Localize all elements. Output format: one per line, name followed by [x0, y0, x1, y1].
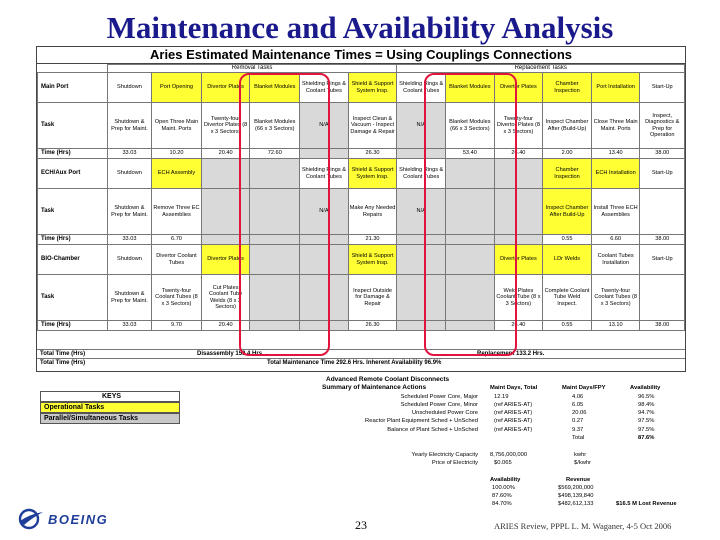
table-cell: Divertor Plates: [201, 73, 250, 103]
summary-total: 12.19: [494, 393, 509, 400]
summary-row: [304, 393, 720, 401]
table-cell: Weld Plates Coolant Tube (8 x 3 Sectors): [494, 275, 543, 321]
revenue-value: $498,139,840: [558, 493, 594, 500]
table-cell: Shielding Rings & Coolant Tubes: [397, 159, 446, 189]
page-number: 23: [355, 518, 367, 532]
table-cell: Start-Up: [640, 245, 685, 275]
row-label: Task: [38, 103, 108, 149]
summary-total: (ref ARIES-AT): [494, 401, 533, 408]
summary-row: [304, 409, 720, 417]
table-cell: Shielding Rings & Coolant Tubes: [300, 73, 349, 103]
summary-fpy: Total: [572, 435, 585, 442]
table-cell: 6.60: [591, 235, 640, 245]
lost-revenue-note: $16.5 M Lost Revenue: [616, 501, 677, 508]
table-cell: Inspect Chamber After (Build-Up): [543, 103, 592, 149]
table-row-bio-task: [38, 275, 685, 321]
table-cell: Cut Plates Coolant Tube Welds (8 x 3 Sectors): [201, 275, 250, 321]
replacement-tasks-header: Replacement Tasks: [397, 65, 685, 73]
footer-citation: ARIES Review, PPPL L. M. Waganer, 4-5 Oct 2006: [494, 521, 672, 531]
summary-avail: 97.5%: [638, 426, 655, 433]
table-cell: Twenty-four Coolant Tubes (8 x 3 Sectors): [591, 275, 640, 321]
table-cell: [446, 159, 495, 189]
table-cell: Shutdown & Prep for Maint.: [107, 103, 151, 149]
table-row-main-task: [38, 103, 685, 149]
summary-fpy: 4.06: [572, 393, 584, 400]
summary-fpy: 0.27: [572, 418, 584, 425]
table-cell: 26.40: [494, 321, 543, 331]
revenue-value: $482,612,133: [558, 501, 594, 508]
maintenance-time-table: [36, 46, 686, 372]
table-cell: Close Three Main Maint. Ports: [591, 103, 640, 149]
col-header-fpy: Maint Days/FPY: [562, 385, 606, 392]
summary-title-1: Advanced Remote Coolant Disconnects: [326, 376, 450, 383]
table-cell: 26.40: [494, 149, 543, 159]
summary-fpy: 9.37: [572, 426, 584, 433]
table-cell: 33.03: [107, 321, 151, 331]
keys-legend: [40, 391, 180, 424]
summary-total-row: [304, 434, 720, 442]
table-cell: Remove Three EC Assemblies: [152, 189, 202, 235]
col-header-availability: Availability: [630, 385, 661, 392]
table-cell: [446, 245, 495, 275]
table-cell: Shutdown: [107, 245, 151, 275]
table-cell: Inspect Clean & Vacuum - Inspect Damage & Repair: [348, 103, 397, 149]
replacement-total: Replacement 133.2 Hrs.: [477, 351, 545, 357]
table-cell: N/A: [397, 189, 446, 235]
table-cell: [250, 275, 300, 321]
table-cell: Chamber Inspection: [543, 159, 592, 189]
revenue-availability: 84.70%: [492, 501, 512, 508]
table-cell: Shutdown & Prep for Maint.: [107, 275, 151, 321]
table-cell: Shutdown: [107, 159, 151, 189]
table-cell: 0.55: [543, 235, 592, 245]
capacity-label: Yearly Electricity Capacity: [411, 451, 478, 458]
revenue-header: [304, 476, 720, 484]
table-cell: Inspect Chamber After Build-Up: [543, 189, 592, 235]
table-cell: Shield & Support System Insp.: [348, 73, 397, 103]
revenue-availability: 100.00%: [492, 484, 515, 491]
table-row-ech-port: [38, 159, 685, 189]
boeing-wordmark: BOEING: [48, 511, 109, 527]
row-label: Main Port: [38, 73, 108, 103]
row-label: Time (Hrs): [38, 321, 108, 331]
table-cell: Divertor Plates: [494, 73, 543, 103]
table-cell: Shutdown: [107, 73, 151, 103]
table-cell: 2.00: [543, 149, 592, 159]
table-cell: Twenty-four Divertor Plates (8 x 3 Sectors): [494, 103, 543, 149]
table-cell: [201, 235, 250, 245]
table-cell: 10.20: [152, 149, 202, 159]
disassembly-total: Disassembly 159.4 Hrs.: [197, 351, 264, 357]
table-cell: Inspect, Diagnostics & Prep for Operation: [640, 103, 685, 149]
table-cell: Shield & Support System Insp.: [348, 159, 397, 189]
total-time-row-2: [37, 358, 685, 368]
table-row-main-port: [38, 73, 685, 103]
summary-row: [304, 426, 720, 434]
table-row-ech-time: [38, 235, 685, 245]
revenue-col-revenue: Revenue: [566, 476, 591, 483]
table-cell: [446, 321, 495, 331]
table-cell: Blanket Modules (66 x 3 Sectors): [446, 103, 495, 149]
table-cell: ECH Installation: [591, 159, 640, 189]
table-cell: [201, 159, 250, 189]
table-cell: Inspect Outside for Damage & Repair: [348, 275, 397, 321]
total-time-label-2: Total Time (Hrs): [40, 360, 86, 366]
price-row: [304, 459, 720, 467]
table-row-ech-task: [38, 189, 685, 235]
slide-title: Maintenance and Availability Analysis: [106, 10, 614, 45]
table-row-bio-chamber: [38, 245, 685, 275]
summary-label: Unscheduled Power Core: [411, 410, 478, 417]
table-cell: Shielding Rings & Coolant Tubes: [397, 73, 446, 103]
summary-label: Reactor Plant Equipment Sched + UnSched: [365, 418, 478, 425]
col-header-total: Maint Days, Total: [490, 385, 538, 392]
table-cell: [446, 189, 495, 235]
removal-tasks-header: Removal Tasks: [107, 65, 397, 73]
table-cell: N/A: [300, 103, 349, 149]
table-cell: 21.30: [348, 235, 397, 245]
table-cell: [446, 275, 495, 321]
capacity-unit: kwhr: [574, 451, 587, 458]
table-cell: Open Three Main Maint. Ports: [152, 103, 202, 149]
maintenance-total: Total Maintenance Time 292.6 Hrs. Inherent Availability 96.9%: [267, 360, 442, 366]
summary-avail: 97.5%: [638, 418, 655, 425]
price-label: Price of Electricity: [431, 459, 478, 466]
table-cell: 33.03: [107, 235, 151, 245]
table-cell: [446, 235, 495, 245]
revenue-value: $569,200,000: [558, 484, 594, 491]
row-label: ECH/Aux Port: [38, 159, 108, 189]
table-cell: 53.40: [446, 149, 495, 159]
table-cell: Divertor Plates: [201, 245, 250, 275]
table-cell: [397, 275, 446, 321]
price-unit: $/kwhr: [574, 459, 592, 466]
table-cell: [494, 235, 543, 245]
table-cell: 13.10: [591, 321, 640, 331]
table-cell: 72.60: [250, 149, 300, 159]
table-cell: [300, 235, 349, 245]
table-cell: [250, 235, 300, 245]
summary-avail: 94.7%: [638, 410, 655, 417]
row-label: Time (Hrs): [38, 235, 108, 245]
boeing-logo: [18, 508, 108, 530]
row-label: Task: [38, 189, 108, 235]
key-parallel: Parallel/Simultaneous Tasks: [40, 413, 180, 424]
table-cell: [250, 159, 300, 189]
table-cell: [250, 189, 300, 235]
revenue-row: [304, 500, 720, 508]
table-row-main-time: [38, 149, 685, 159]
summary-avail: 87.6%: [638, 435, 655, 442]
table-cell: Twenty-four Coolant Tubes (8 x 3 Sectors): [152, 275, 202, 321]
table-cell: [494, 159, 543, 189]
keys-title: KEYS: [40, 391, 180, 402]
table-cell: Blanket Modules: [250, 73, 300, 103]
table-cell: 38.00: [640, 321, 685, 331]
task-grid: [37, 64, 685, 331]
revenue-availability: 87.60%: [492, 493, 512, 500]
table-cell: Port Installation: [591, 73, 640, 103]
table-cell: 26.30: [348, 149, 397, 159]
table-cell: 38.00: [640, 235, 685, 245]
table-title: Aries Estimated Maintenance Times = Using Couplings Connections: [37, 47, 685, 64]
table-cell: [397, 245, 446, 275]
table-cell: Divertor Plates: [494, 245, 543, 275]
summary-title-2: Summary of Maintenance Actions: [322, 384, 427, 392]
table-cell: [300, 245, 349, 275]
table-row-bio-time: [38, 321, 685, 331]
table-cell: [397, 321, 446, 331]
table-cell: [250, 245, 300, 275]
table-cell: N/A: [397, 103, 446, 149]
revenue-row: [304, 492, 720, 500]
table-cell: [300, 321, 349, 331]
table-cell: 20.40: [201, 321, 250, 331]
table-cell: Start-Up: [640, 73, 685, 103]
table-cell: Chamber Inspection: [543, 73, 592, 103]
summary-row: [304, 401, 720, 409]
table-cell: Port Opening: [152, 73, 202, 103]
table-cell: 13.40: [591, 149, 640, 159]
table-cell: Blanket Modules (66 x 3 Sectors): [250, 103, 300, 149]
boeing-symbol-icon: [18, 508, 44, 530]
table-cell: 6.70: [152, 235, 202, 245]
key-operational: Operational Tasks: [40, 402, 180, 413]
table-cell: 20.40: [201, 149, 250, 159]
table-cell: [640, 275, 685, 321]
table-cell: 0.55: [543, 321, 592, 331]
summary-total: (ref ARIES-AT): [494, 410, 533, 417]
table-cell: Coolant Tubes Installation: [591, 245, 640, 275]
table-cell: Complete Coolant Tube Weld Inspect.: [543, 275, 592, 321]
table-cell: [397, 235, 446, 245]
row-label: Task: [38, 275, 108, 321]
table-cell: Shutdown & Prep for Maint.: [107, 189, 151, 235]
summary-label: Balance of Plant Sched + UnSched: [387, 426, 478, 433]
table-cell: Make Any Needed Repairs: [348, 189, 397, 235]
table-cell: [300, 275, 349, 321]
table-cell: Install Three ECH Assemblies: [591, 189, 640, 235]
capacity-row: [304, 451, 720, 459]
revenue-col-availability: Availability: [490, 476, 521, 483]
row-label: Time (Hrs): [38, 149, 108, 159]
table-cell: Start-Up: [640, 159, 685, 189]
summary-row: [304, 417, 720, 425]
table-cell: 33.03: [107, 149, 151, 159]
price-value: $0.065: [494, 459, 512, 466]
table-cell: Shielding Rings & Coolant Tubes: [300, 159, 349, 189]
total-time-label: Total Time (Hrs): [40, 351, 86, 357]
table-cell: 26.30: [348, 321, 397, 331]
table-cell: [640, 189, 685, 235]
table-cell: Shield & Support System Insp.: [348, 245, 397, 275]
table-cell: Blanket Modules: [446, 73, 495, 103]
summary-label: Scheduled Power Core, Major: [400, 393, 478, 400]
table-cell: 9.70: [152, 321, 202, 331]
row-label: BIO-Chamber: [38, 245, 108, 275]
summary-total: (ref ARIES-AT): [494, 418, 533, 425]
table-cell: ECH Assembly: [152, 159, 202, 189]
summary-avail: 96.5%: [638, 393, 655, 400]
summary-label: Scheduled Power Core, Minor: [400, 401, 478, 408]
revenue-row: [304, 484, 720, 492]
maintenance-summary: [304, 376, 720, 509]
table-cell: LDr Welds: [543, 245, 592, 275]
summary-avail: 98.4%: [638, 401, 655, 408]
table-cell: 38.00: [640, 149, 685, 159]
table-cell: N/A: [300, 189, 349, 235]
table-cell: Divertor Coolant Tubes: [152, 245, 202, 275]
table-cell: [300, 149, 349, 159]
summary-fpy: 6.05: [572, 401, 584, 408]
table-cell: [201, 189, 250, 235]
table-cell: [397, 149, 446, 159]
table-cell: Twenty-four Divertor Plates (8 x 3 Sectors): [201, 103, 250, 149]
table-cell: [494, 189, 543, 235]
summary-fpy: 20.06: [572, 410, 587, 417]
summary-total: (ref ARIES-AT): [494, 426, 533, 433]
capacity-value: 8,756,000,000: [490, 451, 528, 458]
table-cell: [250, 321, 300, 331]
